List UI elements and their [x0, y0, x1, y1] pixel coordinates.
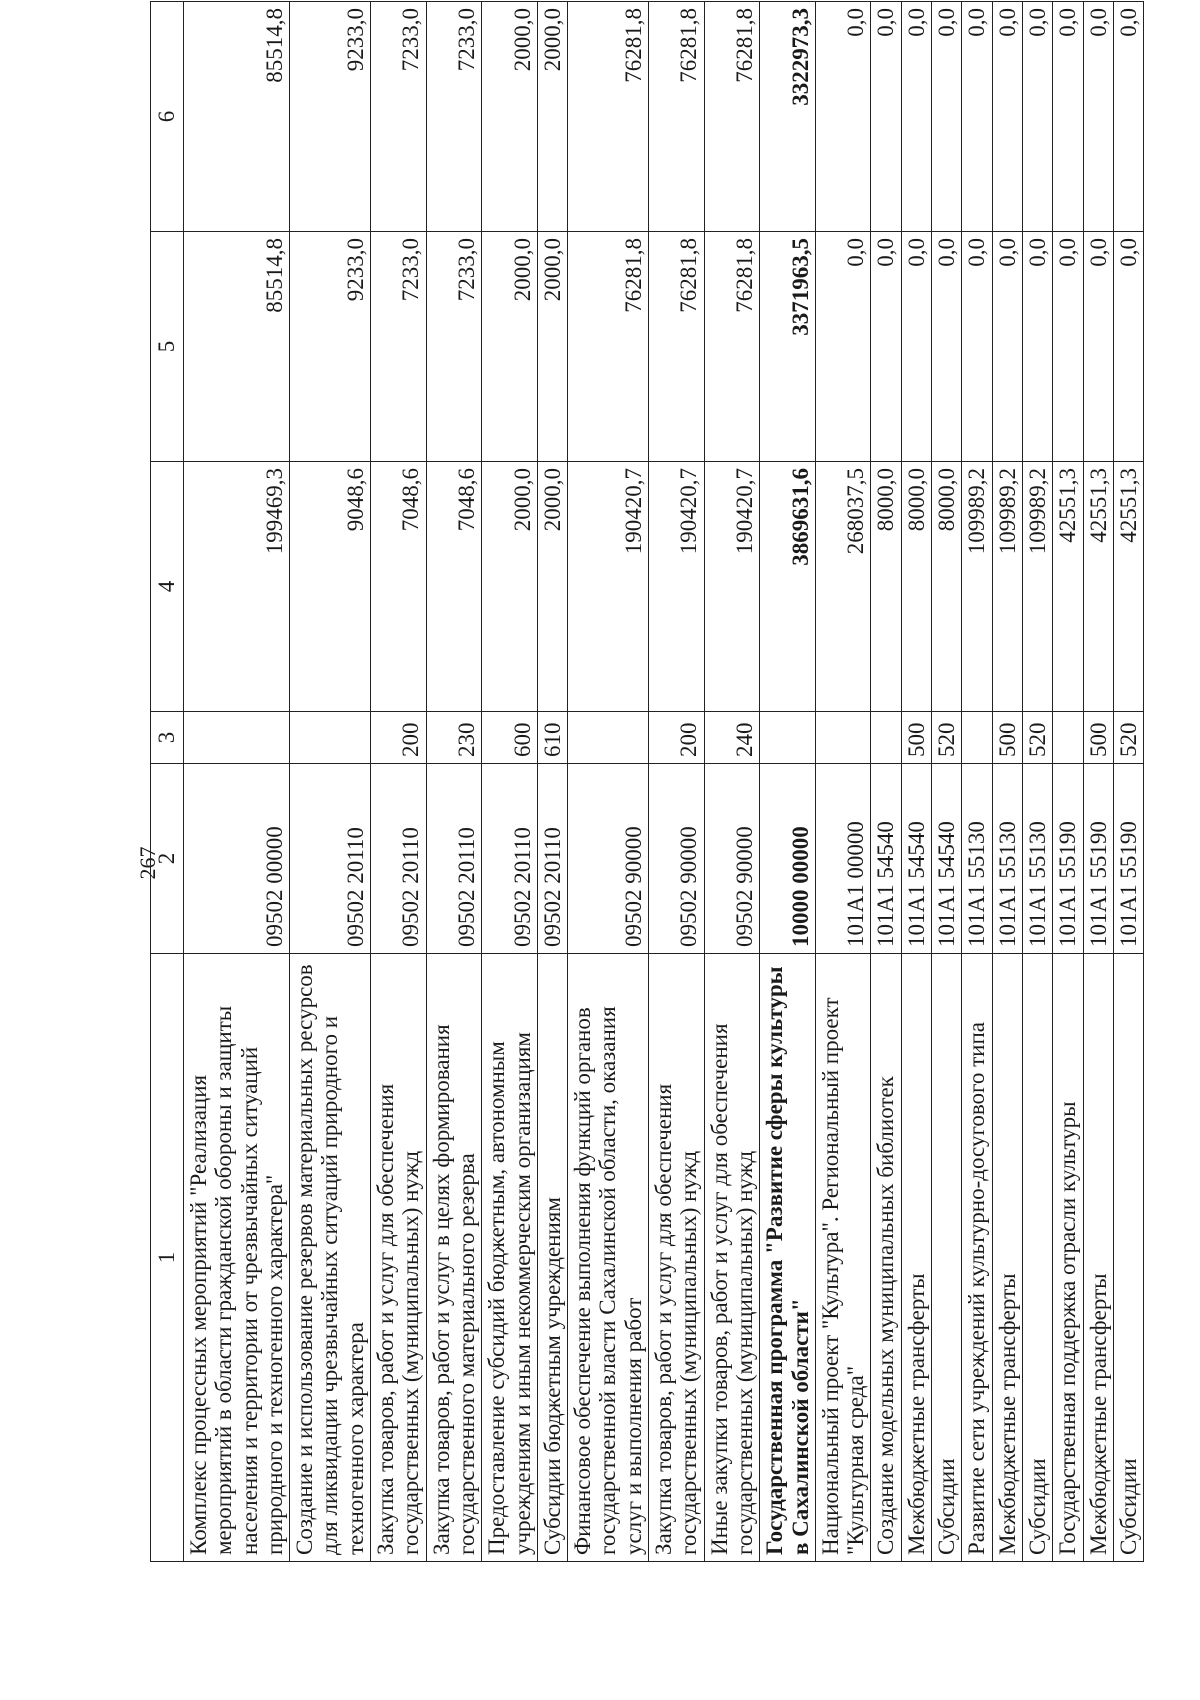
row-name-cell: Государственная программа "Развитие сферы культуры в Сахалинской области" — [760, 954, 816, 1562]
row-value-col4: 7048,6 — [426, 462, 482, 712]
row-type-cell — [815, 712, 871, 764]
row-value-col5: 0,0 — [932, 232, 962, 462]
row-value-col4: 7048,6 — [371, 462, 427, 712]
row-value-col4: 8000,0 — [901, 462, 931, 712]
row-value-col5: 0,0 — [901, 232, 931, 462]
row-code-cell: 09502 20110 — [537, 764, 567, 954]
row-type-cell: 600 — [482, 712, 538, 764]
row-name-cell: Национальный проект "Культура". Региональный проект "Культурная среда" — [815, 954, 871, 1562]
row-code-cell: 09502 20110 — [371, 764, 427, 954]
row-type-cell — [1053, 712, 1083, 764]
row-value-col4: 190420,7 — [649, 462, 705, 712]
table-row — [815, 2, 871, 1562]
row-value-col6: 7233,0 — [426, 2, 482, 232]
row-code-cell: 09502 90000 — [568, 764, 649, 954]
row-code-cell: 101А1 55130 — [1022, 764, 1052, 954]
rotated-page-content — [150, 2, 1200, 1562]
row-value-col4: 42551,3 — [1083, 462, 1113, 712]
table-row — [932, 2, 962, 1562]
row-value-col6: 0,0 — [932, 2, 962, 232]
row-code-cell: 101А1 55190 — [1053, 764, 1083, 954]
table-row — [760, 2, 816, 1562]
row-value-col5: 76281,8 — [704, 232, 760, 462]
row-name-cell: Субсидии — [1022, 954, 1052, 1562]
row-value-col5: 0,0 — [871, 232, 901, 462]
row-type-cell: 610 — [537, 712, 567, 764]
table-row — [1022, 2, 1052, 1562]
row-value-col5: 76281,8 — [649, 232, 705, 462]
row-value-col5: 0,0 — [1022, 232, 1052, 462]
row-name-cell: Закупка товаров, работ и услуг для обеспечения государственных (муниципальных) нужд — [371, 954, 427, 1562]
table-row — [962, 2, 992, 1562]
row-value-col4: 109989,2 — [962, 462, 992, 712]
table-row — [992, 2, 1022, 1562]
table-row — [704, 2, 760, 1562]
row-name-cell: Комплекс процессных мероприятий "Реализация мероприятий в области гражданской обороны и защиты населения и территории от чрезвычайных ситуаций природного и техногенного характера" — [184, 954, 290, 1562]
table-row — [184, 2, 290, 1562]
row-type-cell — [871, 712, 901, 764]
row-name-cell: Межбюджетные трансферты — [992, 954, 1022, 1562]
row-code-cell: 101А1 55190 — [1113, 764, 1143, 954]
table-row — [537, 2, 567, 1562]
row-type-cell — [568, 712, 649, 764]
row-value-col6: 0,0 — [992, 2, 1022, 232]
row-value-col6: 3322973,3 — [760, 2, 816, 232]
column-header: 6 — [151, 2, 184, 232]
row-value-col6: 0,0 — [1083, 2, 1113, 232]
row-name-cell: Субсидии бюджетным учреждениям — [537, 954, 567, 1562]
row-code-cell: 101А1 54540 — [932, 764, 962, 954]
table-row — [426, 2, 482, 1562]
row-code-cell: 09502 20110 — [482, 764, 538, 954]
row-value-col6: 0,0 — [1022, 2, 1052, 232]
row-value-col4: 3869631,6 — [760, 462, 816, 712]
column-header: 5 — [151, 232, 184, 462]
row-name-cell: Закупка товаров, работ и услуг в целях формирования государственного материального резерва — [426, 954, 482, 1562]
row-name-cell: Развитие сети учреждений культурно-досугового типа — [962, 954, 992, 1562]
column-number-row — [151, 2, 184, 1562]
row-name-cell: Закупка товаров, работ и услуг для обеспечения государственных (муниципальных) нужд — [649, 954, 705, 1562]
row-value-col5: 0,0 — [1083, 232, 1113, 462]
row-value-col4: 2000,0 — [482, 462, 538, 712]
row-value-col5: 9233,0 — [290, 232, 371, 462]
row-value-col5: 3371963,5 — [760, 232, 816, 462]
row-value-col5: 0,0 — [962, 232, 992, 462]
row-value-col4: 2000,0 — [537, 462, 567, 712]
row-name-cell: Создание модельных муниципальных библиотек — [871, 954, 901, 1562]
row-type-cell: 500 — [901, 712, 931, 764]
table-row — [901, 2, 931, 1562]
row-name-cell: Межбюджетные трансферты — [901, 954, 931, 1562]
row-value-col4: 199469,3 — [184, 462, 290, 712]
table-row — [649, 2, 705, 1562]
row-code-cell: 101А1 55130 — [992, 764, 1022, 954]
row-name-cell: Субсидии — [932, 954, 962, 1562]
row-value-col5: 2000,0 — [482, 232, 538, 462]
row-type-cell: 200 — [649, 712, 705, 764]
row-code-cell: 10000 00000 — [760, 764, 816, 954]
row-value-col4: 42551,3 — [1113, 462, 1143, 712]
row-value-col5: 85514,8 — [184, 232, 290, 462]
row-value-col5: 0,0 — [815, 232, 871, 462]
row-value-col4: 190420,7 — [704, 462, 760, 712]
row-value-col6: 2000,0 — [482, 2, 538, 232]
row-value-col6: 0,0 — [1113, 2, 1143, 232]
table-row — [1083, 2, 1113, 1562]
row-value-col6: 9233,0 — [290, 2, 371, 232]
row-name-cell: Финансовое обеспечение выполнения функций органов государственной власти Сахалинской области, оказания услуг и выполнения работ — [568, 954, 649, 1562]
table-row — [1053, 2, 1083, 1562]
row-code-cell: 09502 90000 — [649, 764, 705, 954]
row-type-cell: 200 — [371, 712, 427, 764]
row-value-col6: 76281,8 — [704, 2, 760, 232]
row-type-cell: 500 — [1083, 712, 1113, 764]
row-value-col4: 42551,3 — [1053, 462, 1083, 712]
row-type-cell: 230 — [426, 712, 482, 764]
row-name-cell: Межбюджетные трансферты — [1083, 954, 1113, 1562]
table-row — [871, 2, 901, 1562]
table-row — [371, 2, 427, 1562]
row-value-col5: 0,0 — [1113, 232, 1143, 462]
row-code-cell: 101А1 55190 — [1083, 764, 1113, 954]
row-code-cell: 09502 90000 — [704, 764, 760, 954]
row-type-cell: 240 — [704, 712, 760, 764]
row-value-col6: 7233,0 — [371, 2, 427, 232]
table-row — [482, 2, 538, 1562]
row-code-cell: 101А1 54540 — [871, 764, 901, 954]
row-value-col6: 76281,8 — [568, 2, 649, 232]
row-type-cell — [290, 712, 371, 764]
row-value-col4: 8000,0 — [932, 462, 962, 712]
column-header: 1 — [151, 954, 184, 1562]
row-value-col5: 0,0 — [1053, 232, 1083, 462]
page-number: 267 — [135, 846, 160, 880]
row-value-col5: 7233,0 — [426, 232, 482, 462]
row-type-cell: 500 — [992, 712, 1022, 764]
row-code-cell: 101А1 55130 — [962, 764, 992, 954]
row-value-col6: 0,0 — [962, 2, 992, 232]
row-code-cell: 09502 00000 — [184, 764, 290, 954]
row-name-cell: Иные закупки товаров, работ и услуг для обеспечения государственных (муниципальных) нужд — [704, 954, 760, 1562]
column-header: 2 — [151, 764, 184, 954]
row-code-cell: 09502 20110 — [290, 764, 371, 954]
row-value-col4: 9048,6 — [290, 462, 371, 712]
row-value-col4: 268037,5 — [815, 462, 871, 712]
row-type-cell: 520 — [1022, 712, 1052, 764]
row-value-col6: 85514,8 — [184, 2, 290, 232]
row-value-col4: 8000,0 — [871, 462, 901, 712]
row-value-col5: 7233,0 — [371, 232, 427, 462]
row-value-col5: 76281,8 — [568, 232, 649, 462]
table-row — [290, 2, 371, 1562]
table-row — [1113, 2, 1143, 1562]
row-value-col6: 2000,0 — [537, 2, 567, 232]
row-type-cell — [962, 712, 992, 764]
row-type-cell — [184, 712, 290, 764]
row-value-col4: 109989,2 — [992, 462, 1022, 712]
column-header: 4 — [151, 462, 184, 712]
row-name-cell: Создание и использование резервов материальных ресурсов для ликвидации чрезвычайных ситуаций природного и техногенного характера — [290, 954, 371, 1562]
table-row — [568, 2, 649, 1562]
row-value-col4: 190420,7 — [568, 462, 649, 712]
row-type-cell: 520 — [1113, 712, 1143, 764]
row-name-cell: Субсидии — [1113, 954, 1143, 1562]
row-value-col6: 76281,8 — [649, 2, 705, 232]
row-code-cell: 101А1 00000 — [815, 764, 871, 954]
row-code-cell: 101А1 54540 — [901, 764, 931, 954]
row-name-cell: Предоставление субсидий бюджетным, автономным учреждениям и иным некоммерческим организациям — [482, 954, 538, 1562]
row-value-col6: 0,0 — [815, 2, 871, 232]
row-value-col6: 0,0 — [1053, 2, 1083, 232]
row-value-col4: 109989,2 — [1022, 462, 1052, 712]
row-value-col6: 0,0 — [871, 2, 901, 232]
row-value-col5: 0,0 — [992, 232, 1022, 462]
row-name-cell: Государственная поддержка отрасли культуры — [1053, 954, 1083, 1562]
row-type-cell — [760, 712, 816, 764]
row-value-col5: 2000,0 — [537, 232, 567, 462]
column-header: 3 — [151, 712, 184, 764]
row-type-cell: 520 — [932, 712, 962, 764]
row-value-col6: 0,0 — [901, 2, 931, 232]
row-code-cell: 09502 20110 — [426, 764, 482, 954]
table-body — [184, 2, 1144, 1562]
budget-table — [150, 1, 1144, 1562]
